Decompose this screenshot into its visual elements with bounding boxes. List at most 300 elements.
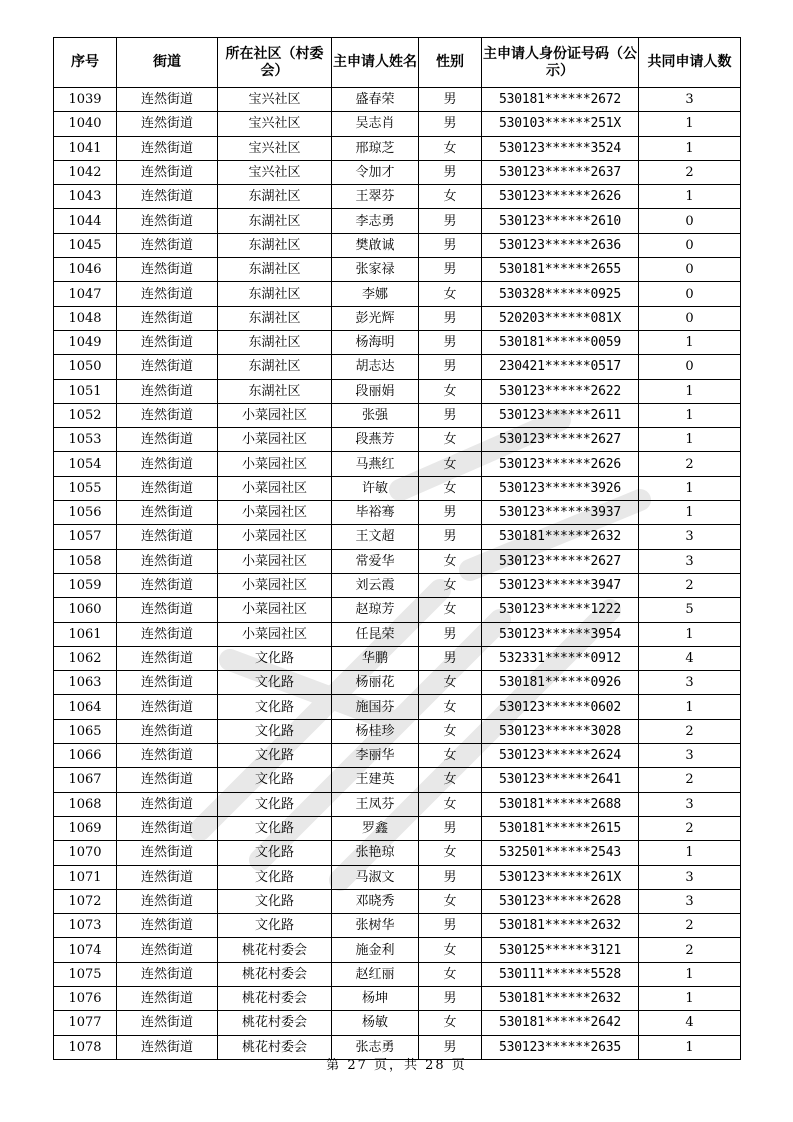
cell-community: 文化路 — [218, 671, 332, 695]
table-row — [54, 986, 741, 1010]
applicant-table — [53, 37, 741, 1060]
cell-community: 东湖社区 — [218, 379, 332, 403]
cell-index: 1054 — [54, 452, 117, 476]
cell-index: 1052 — [54, 403, 117, 427]
cell-index: 1057 — [54, 525, 117, 549]
cell-index: 1055 — [54, 476, 117, 500]
cell-id-number: 530123******2610 — [482, 209, 639, 233]
cell-co-applicants: 3 — [639, 671, 741, 695]
cell-applicant-name: 罗鑫 — [332, 816, 419, 840]
col-header-community: 所在社区（村委会） — [218, 38, 332, 88]
cell-co-applicants: 1 — [639, 428, 741, 452]
table-row — [54, 452, 741, 476]
cell-street: 连然街道 — [117, 233, 218, 257]
cell-community: 桃花村委会 — [218, 986, 332, 1010]
cell-co-applicants: 3 — [639, 865, 741, 889]
cell-applicant-name: 段丽娟 — [332, 379, 419, 403]
cell-gender: 男 — [419, 330, 482, 354]
cell-id-number: 530181******2688 — [482, 792, 639, 816]
cell-index: 1056 — [54, 501, 117, 525]
cell-co-applicants: 2 — [639, 914, 741, 938]
cell-applicant-name: 毕裕骞 — [332, 501, 419, 525]
cell-gender: 女 — [419, 549, 482, 573]
cell-applicant-name: 张树华 — [332, 914, 419, 938]
cell-co-applicants: 0 — [639, 209, 741, 233]
cell-index: 1041 — [54, 136, 117, 160]
cell-id-number: 530181******2632 — [482, 525, 639, 549]
cell-co-applicants: 1 — [639, 379, 741, 403]
cell-index: 1040 — [54, 112, 117, 136]
cell-co-applicants: 3 — [639, 525, 741, 549]
cell-community: 宝兴社区 — [218, 136, 332, 160]
cell-co-applicants: 1 — [639, 695, 741, 719]
table-row — [54, 622, 741, 646]
cell-id-number: 530123******2624 — [482, 744, 639, 768]
cell-index: 1043 — [54, 185, 117, 209]
cell-index: 1066 — [54, 744, 117, 768]
cell-gender: 女 — [419, 379, 482, 403]
cell-id-number: 530123******2626 — [482, 185, 639, 209]
cell-community: 小菜园社区 — [218, 428, 332, 452]
table-row — [54, 112, 741, 136]
cell-id-number: 530123******2635 — [482, 1035, 639, 1059]
table-row — [54, 914, 741, 938]
cell-co-applicants: 1 — [639, 841, 741, 865]
cell-co-applicants: 2 — [639, 160, 741, 184]
cell-gender: 女 — [419, 671, 482, 695]
cell-gender: 女 — [419, 136, 482, 160]
cell-id-number: 530181******2642 — [482, 1011, 639, 1035]
cell-applicant-name: 张强 — [332, 403, 419, 427]
cell-community: 东湖社区 — [218, 282, 332, 306]
cell-index: 1045 — [54, 233, 117, 257]
table-row — [54, 549, 741, 573]
cell-id-number: 530103******251X — [482, 112, 639, 136]
cell-street: 连然街道 — [117, 330, 218, 354]
cell-street: 连然街道 — [117, 1011, 218, 1035]
cell-applicant-name: 赵琼芳 — [332, 598, 419, 622]
table-row — [54, 573, 741, 597]
cell-id-number: 530123******2636 — [482, 233, 639, 257]
cell-street: 连然街道 — [117, 719, 218, 743]
cell-street: 连然街道 — [117, 452, 218, 476]
cell-id-number: 530123******2641 — [482, 768, 639, 792]
cell-co-applicants: 4 — [639, 1011, 741, 1035]
cell-street: 连然街道 — [117, 816, 218, 840]
cell-id-number: 530181******2632 — [482, 914, 639, 938]
cell-applicant-name: 任昆荣 — [332, 622, 419, 646]
cell-applicant-name: 段燕芳 — [332, 428, 419, 452]
table-row — [54, 330, 741, 354]
cell-street: 连然街道 — [117, 403, 218, 427]
cell-street: 连然街道 — [117, 1035, 218, 1059]
cell-community: 小菜园社区 — [218, 573, 332, 597]
cell-community: 桃花村委会 — [218, 962, 332, 986]
cell-applicant-name: 王凤芬 — [332, 792, 419, 816]
cell-co-applicants: 3 — [639, 792, 741, 816]
cell-index: 1060 — [54, 598, 117, 622]
cell-gender: 女 — [419, 792, 482, 816]
cell-gender: 男 — [419, 646, 482, 670]
cell-applicant-name: 刘云霞 — [332, 573, 419, 597]
cell-id-number: 530123******3926 — [482, 476, 639, 500]
cell-gender: 男 — [419, 233, 482, 257]
table-header-row — [54, 38, 741, 88]
cell-applicant-name: 樊啟诚 — [332, 233, 419, 257]
cell-gender: 男 — [419, 622, 482, 646]
cell-applicant-name: 张志勇 — [332, 1035, 419, 1059]
cell-id-number: 530181******0059 — [482, 330, 639, 354]
cell-street: 连然街道 — [117, 889, 218, 913]
table-row — [54, 209, 741, 233]
cell-id-number: 530123******2611 — [482, 403, 639, 427]
cell-id-number: 532331******0912 — [482, 646, 639, 670]
cell-gender: 男 — [419, 403, 482, 427]
table-row — [54, 962, 741, 986]
cell-community: 小菜园社区 — [218, 501, 332, 525]
cell-gender: 女 — [419, 452, 482, 476]
cell-id-number: 530123******2628 — [482, 889, 639, 913]
cell-applicant-name: 胡志达 — [332, 355, 419, 379]
cell-gender: 女 — [419, 598, 482, 622]
cell-co-applicants: 2 — [639, 452, 741, 476]
cell-index: 1049 — [54, 330, 117, 354]
cell-community: 文化路 — [218, 816, 332, 840]
cell-gender: 女 — [419, 962, 482, 986]
cell-id-number: 230421******0517 — [482, 355, 639, 379]
col-header-id-number: 主申请人身份证号码（公示） — [482, 38, 639, 88]
cell-gender: 女 — [419, 841, 482, 865]
cell-street: 连然街道 — [117, 841, 218, 865]
cell-community: 宝兴社区 — [218, 88, 332, 112]
cell-id-number: 530123******2627 — [482, 549, 639, 573]
cell-community: 文化路 — [218, 792, 332, 816]
table-row — [54, 768, 741, 792]
cell-id-number: 530123******2637 — [482, 160, 639, 184]
table-row — [54, 525, 741, 549]
cell-street: 连然街道 — [117, 355, 218, 379]
cell-index: 1059 — [54, 573, 117, 597]
cell-street: 连然街道 — [117, 622, 218, 646]
cell-street: 连然街道 — [117, 962, 218, 986]
cell-index: 1050 — [54, 355, 117, 379]
cell-community: 宝兴社区 — [218, 160, 332, 184]
table-row — [54, 598, 741, 622]
cell-index: 1078 — [54, 1035, 117, 1059]
cell-gender: 男 — [419, 865, 482, 889]
cell-community: 小菜园社区 — [218, 452, 332, 476]
table-row — [54, 671, 741, 695]
cell-id-number: 530328******0925 — [482, 282, 639, 306]
cell-co-applicants: 1 — [639, 986, 741, 1010]
cell-id-number: 520203******081X — [482, 306, 639, 330]
cell-index: 1061 — [54, 622, 117, 646]
cell-gender: 男 — [419, 160, 482, 184]
cell-community: 小菜园社区 — [218, 476, 332, 500]
cell-applicant-name: 张家禄 — [332, 258, 419, 282]
cell-applicant-name: 马燕红 — [332, 452, 419, 476]
cell-gender: 女 — [419, 185, 482, 209]
cell-index: 1063 — [54, 671, 117, 695]
cell-applicant-name: 杨丽花 — [332, 671, 419, 695]
cell-community: 文化路 — [218, 695, 332, 719]
cell-id-number: 530123******2627 — [482, 428, 639, 452]
cell-index: 1065 — [54, 719, 117, 743]
cell-gender: 女 — [419, 719, 482, 743]
cell-street: 连然街道 — [117, 136, 218, 160]
cell-gender: 女 — [419, 744, 482, 768]
cell-index: 1062 — [54, 646, 117, 670]
cell-co-applicants: 3 — [639, 549, 741, 573]
cell-community: 文化路 — [218, 889, 332, 913]
cell-index: 1075 — [54, 962, 117, 986]
table-row — [54, 719, 741, 743]
table-row — [54, 1011, 741, 1035]
cell-gender: 女 — [419, 1011, 482, 1035]
cell-co-applicants: 1 — [639, 622, 741, 646]
cell-gender: 男 — [419, 1035, 482, 1059]
cell-id-number: 530181******2632 — [482, 986, 639, 1010]
cell-community: 东湖社区 — [218, 209, 332, 233]
cell-co-applicants: 1 — [639, 962, 741, 986]
cell-gender: 男 — [419, 88, 482, 112]
cell-id-number: 530181******2672 — [482, 88, 639, 112]
cell-index: 1039 — [54, 88, 117, 112]
cell-street: 连然街道 — [117, 792, 218, 816]
cell-applicant-name: 常爱华 — [332, 549, 419, 573]
cell-index: 1044 — [54, 209, 117, 233]
cell-street: 连然街道 — [117, 185, 218, 209]
table-row — [54, 938, 741, 962]
cell-index: 1047 — [54, 282, 117, 306]
cell-co-applicants: 1 — [639, 136, 741, 160]
cell-applicant-name: 邓晓秀 — [332, 889, 419, 913]
table-row — [54, 501, 741, 525]
cell-index: 1073 — [54, 914, 117, 938]
cell-index: 1070 — [54, 841, 117, 865]
cell-co-applicants: 0 — [639, 282, 741, 306]
cell-street: 连然街道 — [117, 209, 218, 233]
cell-street: 连然街道 — [117, 573, 218, 597]
cell-applicant-name: 盛春荣 — [332, 88, 419, 112]
cell-id-number: 530123******3937 — [482, 501, 639, 525]
cell-id-number: 530123******261X — [482, 865, 639, 889]
cell-applicant-name: 王翠芬 — [332, 185, 419, 209]
cell-applicant-name: 马淑文 — [332, 865, 419, 889]
cell-applicant-name: 华鹏 — [332, 646, 419, 670]
cell-street: 连然街道 — [117, 549, 218, 573]
cell-gender: 女 — [419, 573, 482, 597]
cell-id-number: 530181******2655 — [482, 258, 639, 282]
cell-street: 连然街道 — [117, 428, 218, 452]
cell-index: 1058 — [54, 549, 117, 573]
table-row — [54, 233, 741, 257]
cell-id-number: 530123******3524 — [482, 136, 639, 160]
cell-street: 连然街道 — [117, 744, 218, 768]
cell-index: 1048 — [54, 306, 117, 330]
cell-co-applicants: 0 — [639, 355, 741, 379]
cell-co-applicants: 1 — [639, 476, 741, 500]
cell-co-applicants: 2 — [639, 816, 741, 840]
cell-co-applicants: 2 — [639, 768, 741, 792]
cell-applicant-name: 施金利 — [332, 938, 419, 962]
cell-co-applicants: 2 — [639, 938, 741, 962]
cell-applicant-name: 邢琼芝 — [332, 136, 419, 160]
cell-applicant-name: 令加才 — [332, 160, 419, 184]
cell-community: 东湖社区 — [218, 306, 332, 330]
cell-community: 文化路 — [218, 744, 332, 768]
cell-gender: 男 — [419, 914, 482, 938]
cell-community: 小菜园社区 — [218, 525, 332, 549]
cell-gender: 男 — [419, 525, 482, 549]
cell-index: 1046 — [54, 258, 117, 282]
cell-community: 桃花村委会 — [218, 1035, 332, 1059]
cell-community: 小菜园社区 — [218, 403, 332, 427]
cell-gender: 女 — [419, 768, 482, 792]
cell-co-applicants: 1 — [639, 185, 741, 209]
cell-applicant-name: 杨桂珍 — [332, 719, 419, 743]
cell-community: 东湖社区 — [218, 355, 332, 379]
table-row — [54, 889, 741, 913]
cell-community: 文化路 — [218, 768, 332, 792]
cell-street: 连然街道 — [117, 379, 218, 403]
cell-co-applicants: 2 — [639, 573, 741, 597]
cell-applicant-name: 张艳琼 — [332, 841, 419, 865]
col-header-applicant-name: 主申请人姓名 — [332, 38, 419, 88]
table-row — [54, 258, 741, 282]
cell-co-applicants: 5 — [639, 598, 741, 622]
cell-street: 连然街道 — [117, 501, 218, 525]
cell-co-applicants: 3 — [639, 88, 741, 112]
cell-gender: 男 — [419, 355, 482, 379]
cell-street: 连然街道 — [117, 88, 218, 112]
cell-index: 1053 — [54, 428, 117, 452]
cell-id-number: 530181******2615 — [482, 816, 639, 840]
table-row — [54, 355, 741, 379]
cell-street: 连然街道 — [117, 646, 218, 670]
cell-id-number: 530123******1222 — [482, 598, 639, 622]
table-row — [54, 88, 741, 112]
table-body — [54, 88, 741, 1060]
cell-street: 连然街道 — [117, 598, 218, 622]
cell-community: 宝兴社区 — [218, 112, 332, 136]
cell-co-applicants: 2 — [639, 719, 741, 743]
cell-applicant-name: 许敏 — [332, 476, 419, 500]
cell-co-applicants: 1 — [639, 403, 741, 427]
cell-gender: 男 — [419, 258, 482, 282]
cell-applicant-name: 赵红丽 — [332, 962, 419, 986]
table-row — [54, 185, 741, 209]
cell-applicant-name: 杨海明 — [332, 330, 419, 354]
cell-index: 1072 — [54, 889, 117, 913]
table-row — [54, 403, 741, 427]
cell-id-number: 530181******0926 — [482, 671, 639, 695]
cell-applicant-name: 彭光辉 — [332, 306, 419, 330]
cell-co-applicants: 3 — [639, 744, 741, 768]
cell-community: 桃花村委会 — [218, 938, 332, 962]
cell-applicant-name: 杨坤 — [332, 986, 419, 1010]
cell-co-applicants: 4 — [639, 646, 741, 670]
col-header-street: 街道 — [117, 38, 218, 88]
cell-street: 连然街道 — [117, 865, 218, 889]
table-row — [54, 695, 741, 719]
table-row — [54, 160, 741, 184]
cell-index: 1077 — [54, 1011, 117, 1035]
cell-street: 连然街道 — [117, 306, 218, 330]
cell-gender: 男 — [419, 501, 482, 525]
col-header-co-applicants: 共同申请人数 — [639, 38, 741, 88]
cell-id-number: 530111******5528 — [482, 962, 639, 986]
cell-community: 东湖社区 — [218, 330, 332, 354]
cell-id-number: 530125******3121 — [482, 938, 639, 962]
cell-applicant-name: 王建英 — [332, 768, 419, 792]
cell-id-number: 530123******3947 — [482, 573, 639, 597]
cell-community: 文化路 — [218, 841, 332, 865]
cell-co-applicants: 0 — [639, 233, 741, 257]
cell-co-applicants: 1 — [639, 1035, 741, 1059]
cell-street: 连然街道 — [117, 160, 218, 184]
table-row — [54, 744, 741, 768]
cell-co-applicants: 0 — [639, 258, 741, 282]
cell-street: 连然街道 — [117, 258, 218, 282]
cell-index: 1068 — [54, 792, 117, 816]
cell-id-number: 530123******3954 — [482, 622, 639, 646]
page-footer: 第 27 页，共 28 页 — [326, 1058, 467, 1073]
table-row — [54, 865, 741, 889]
table-row — [54, 792, 741, 816]
cell-community: 文化路 — [218, 719, 332, 743]
table-row — [54, 136, 741, 160]
table-row — [54, 428, 741, 452]
cell-street: 连然街道 — [117, 671, 218, 695]
table-row — [54, 306, 741, 330]
cell-gender: 男 — [419, 306, 482, 330]
cell-index: 1069 — [54, 816, 117, 840]
cell-index: 1074 — [54, 938, 117, 962]
cell-gender: 女 — [419, 938, 482, 962]
cell-street: 连然街道 — [117, 986, 218, 1010]
cell-gender: 女 — [419, 695, 482, 719]
cell-gender: 男 — [419, 209, 482, 233]
cell-applicant-name: 李志勇 — [332, 209, 419, 233]
cell-gender: 男 — [419, 816, 482, 840]
table-row — [54, 282, 741, 306]
cell-applicant-name: 李丽华 — [332, 744, 419, 768]
cell-applicant-name: 施国芬 — [332, 695, 419, 719]
cell-gender: 男 — [419, 112, 482, 136]
cell-street: 连然街道 — [117, 282, 218, 306]
cell-index: 1067 — [54, 768, 117, 792]
cell-community: 文化路 — [218, 646, 332, 670]
cell-street: 连然街道 — [117, 914, 218, 938]
table-row — [54, 646, 741, 670]
cell-gender: 女 — [419, 428, 482, 452]
cell-street: 连然街道 — [117, 525, 218, 549]
table-row — [54, 841, 741, 865]
col-header-gender: 性别 — [419, 38, 482, 88]
cell-index: 1051 — [54, 379, 117, 403]
cell-community: 文化路 — [218, 865, 332, 889]
cell-id-number: 532501******2543 — [482, 841, 639, 865]
table-row — [54, 816, 741, 840]
cell-index: 1042 — [54, 160, 117, 184]
cell-community: 东湖社区 — [218, 185, 332, 209]
cell-index: 1071 — [54, 865, 117, 889]
cell-community: 桃花村委会 — [218, 1011, 332, 1035]
cell-community: 东湖社区 — [218, 258, 332, 282]
cell-street: 连然街道 — [117, 768, 218, 792]
cell-community: 小菜园社区 — [218, 549, 332, 573]
